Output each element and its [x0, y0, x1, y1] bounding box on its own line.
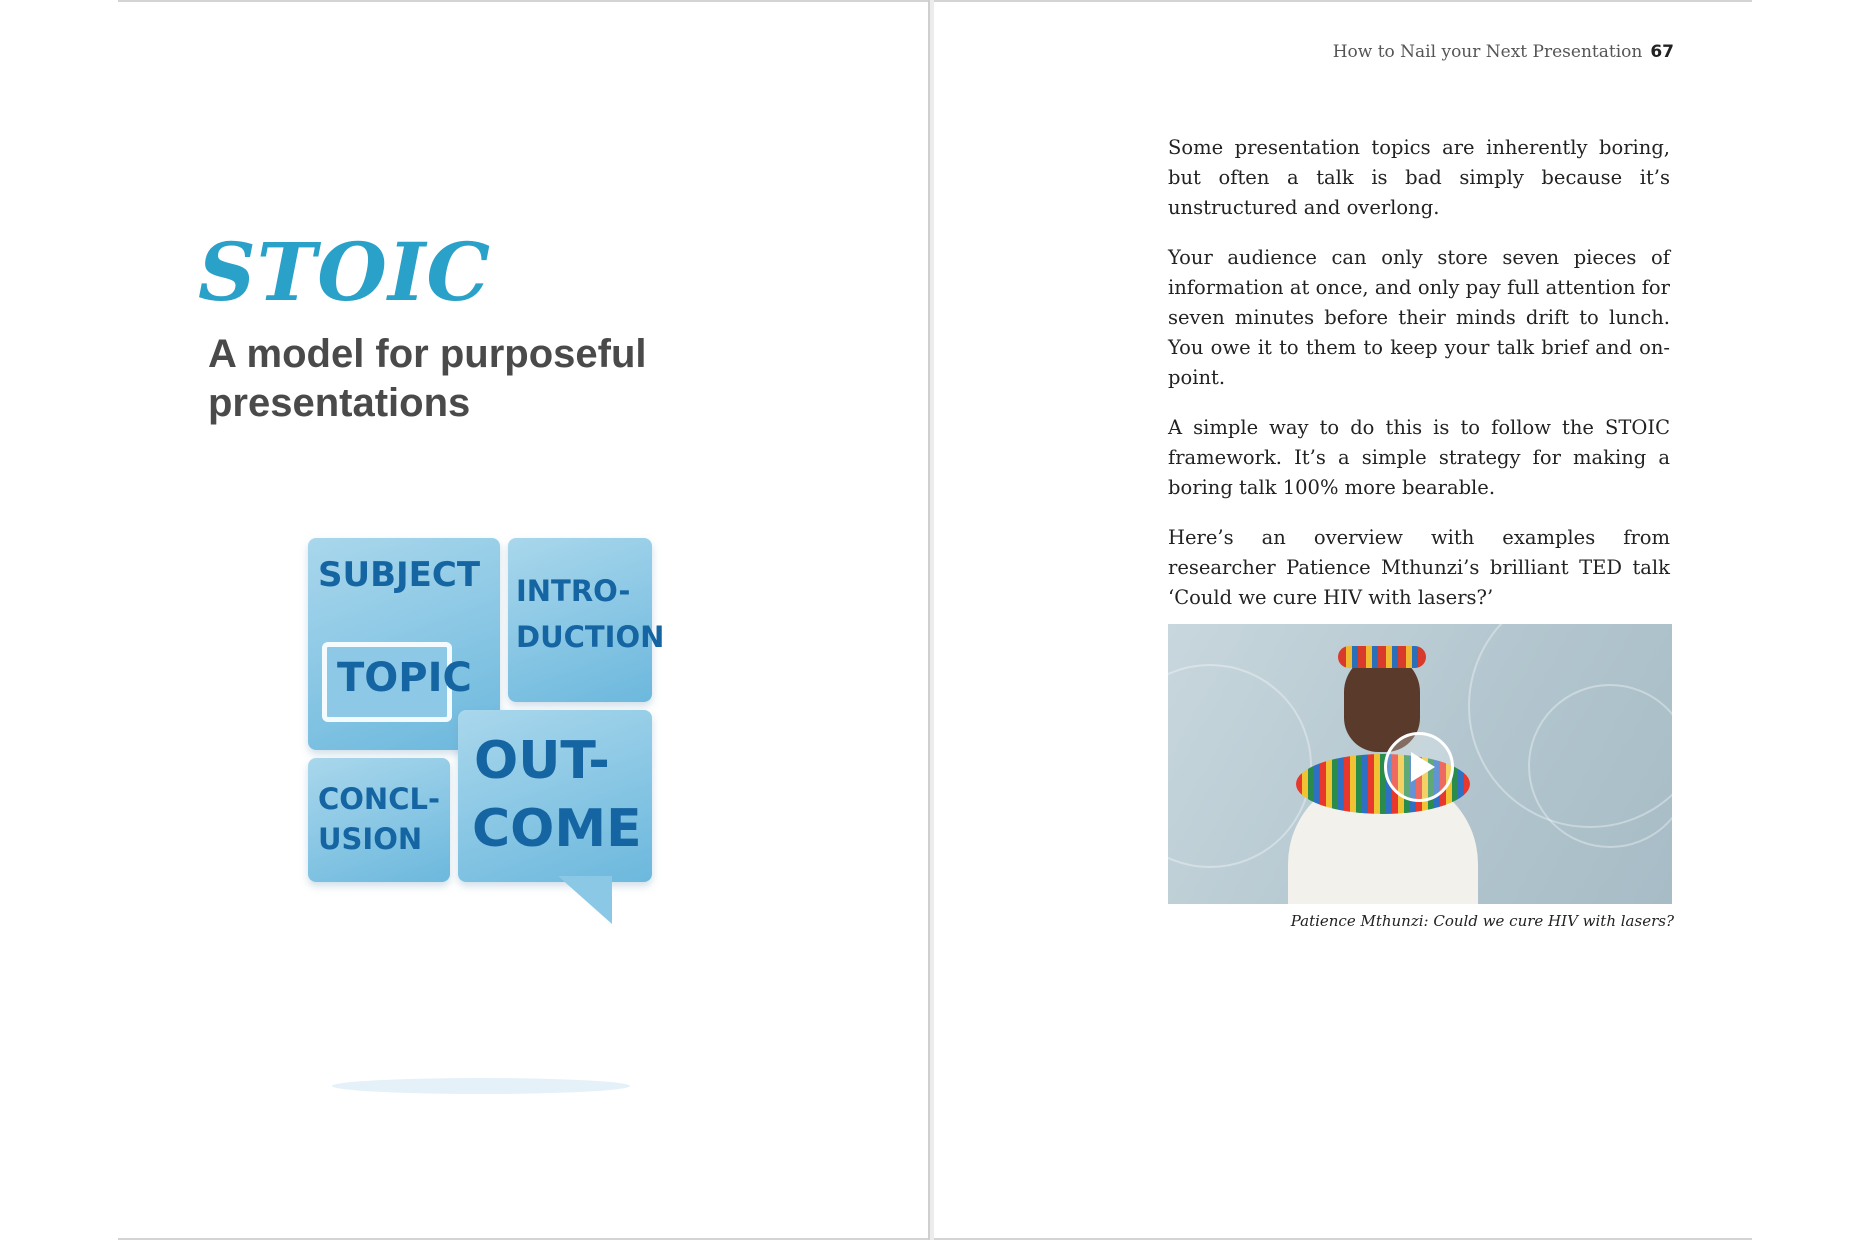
conclusion-word-line-1: CONCL-	[318, 782, 441, 816]
topic-block	[322, 642, 472, 722]
page-top-edge	[118, 0, 1752, 2]
chapter-subtitle: A model for purposeful presentations	[208, 332, 647, 425]
gutter-shadow	[930, 0, 934, 1240]
running-head	[1333, 42, 1674, 62]
intro-word-line-1: INTRO-	[516, 574, 631, 608]
video-thumbnail[interactable]	[1168, 624, 1672, 904]
conclusion-block	[308, 758, 450, 882]
paragraph: Your audience can only store seven pieces of information at once, and only pay full attention for seven minutes before their minds drift to lunch. You owe it to them to keep your talk brief and on-point.	[1168, 246, 1670, 389]
body-text	[1168, 133, 1670, 633]
introduction-block	[508, 538, 665, 702]
outcome-word-line-2: COME	[472, 799, 642, 859]
chapter-title: STOIC	[198, 225, 492, 319]
paragraph: Some presentation topics are inherently boring, but often a talk is bad simply because it’s unstructured and overlong.	[1168, 136, 1670, 219]
stoic-speech-bubble-illustration	[300, 530, 670, 940]
background-ring	[1528, 684, 1672, 848]
page-number: 67	[1650, 42, 1674, 62]
intro-word-line-2: DUCTION	[516, 620, 665, 654]
paragraph: Here’s an overview with examples from researcher Patience Mthunzi’s brilliant TED talk ‘Could we cure HIV with lasers?’	[1168, 526, 1670, 609]
paragraph: A simple way to do this is to follow the STOIC framework. It’s a simple strategy for making a boring talk 100% more bearable.	[1168, 416, 1670, 499]
speaker-headband	[1338, 646, 1426, 668]
subject-word: SUBJECT	[318, 555, 481, 595]
play-icon[interactable]	[1384, 732, 1454, 802]
speech-bubble-tail	[558, 876, 612, 924]
outcome-block	[458, 710, 652, 882]
conclusion-word-line-2: USION	[318, 822, 423, 856]
background-ring	[1168, 664, 1312, 868]
book-title: How to Nail your Next Presentation	[1332, 42, 1643, 62]
illustration-shadow	[332, 1078, 630, 1094]
topic-word: TOPIC	[337, 655, 472, 701]
video-caption: Patience Mthunzi: Could we cure HIV with lasers?	[1290, 912, 1674, 930]
outcome-word-line-1: OUT-	[474, 731, 610, 791]
